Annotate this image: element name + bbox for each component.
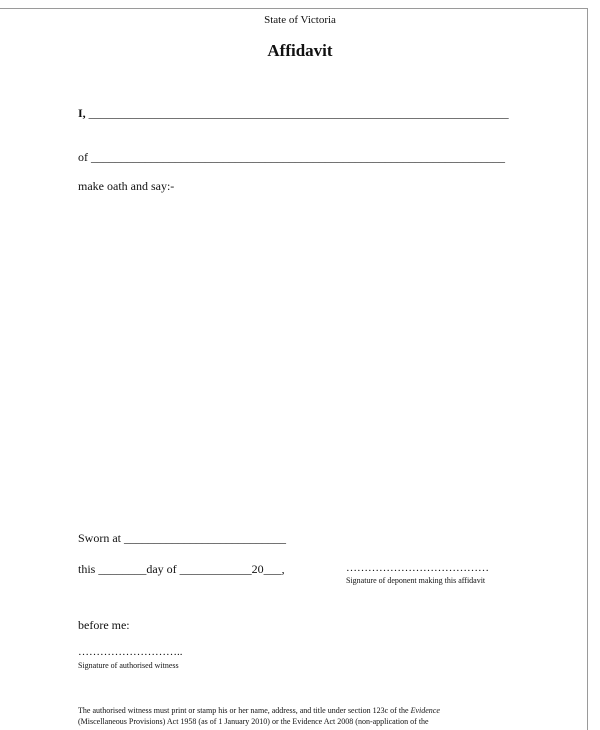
before-me-label: before me: bbox=[78, 618, 130, 632]
deponent-address-blank[interactable]: _____________________________________________________________________ bbox=[88, 150, 505, 164]
deponent-signature-line[interactable]: ………………………………… bbox=[346, 562, 489, 574]
deponent-name-prefix: I, bbox=[78, 106, 86, 120]
witness-instructions-footnote bbox=[78, 705, 518, 727]
footnote-evidence-italic: Evidence bbox=[410, 706, 440, 715]
deponent-name-blank[interactable]: ______________________________________________________________________ bbox=[85, 106, 509, 120]
sworn-at-line[interactable]: Sworn at ___________________________ bbox=[78, 531, 286, 545]
document-title: Affidavit bbox=[267, 41, 333, 60]
deponent-address-prefix: of bbox=[78, 150, 88, 164]
sworn-date-line[interactable]: this ________day of ____________20___, bbox=[78, 562, 285, 576]
footnote-text: The authorised witness must print or stamp his or her name, address, and title under section 123c of the bbox=[78, 706, 411, 715]
deponent-signature-label: Signature of deponent making this affidavit bbox=[346, 576, 486, 585]
deponent-name-line bbox=[78, 106, 509, 121]
deponent-address-line bbox=[78, 150, 505, 165]
page-border-right bbox=[587, 8, 588, 730]
footnote-line2: (Miscellaneous Provisions) Act 1958 (as of 1 January 2010) or the Evidence Act 2008 (non-application of the bbox=[78, 717, 429, 726]
witness-signature-label: Signature of authorised witness bbox=[78, 661, 179, 670]
oath-statement: make oath and say:- bbox=[78, 179, 175, 193]
page-border-top bbox=[0, 8, 588, 9]
state-header: State of Victoria bbox=[264, 14, 336, 26]
witness-signature-line[interactable]: ……………………….. bbox=[78, 646, 183, 658]
